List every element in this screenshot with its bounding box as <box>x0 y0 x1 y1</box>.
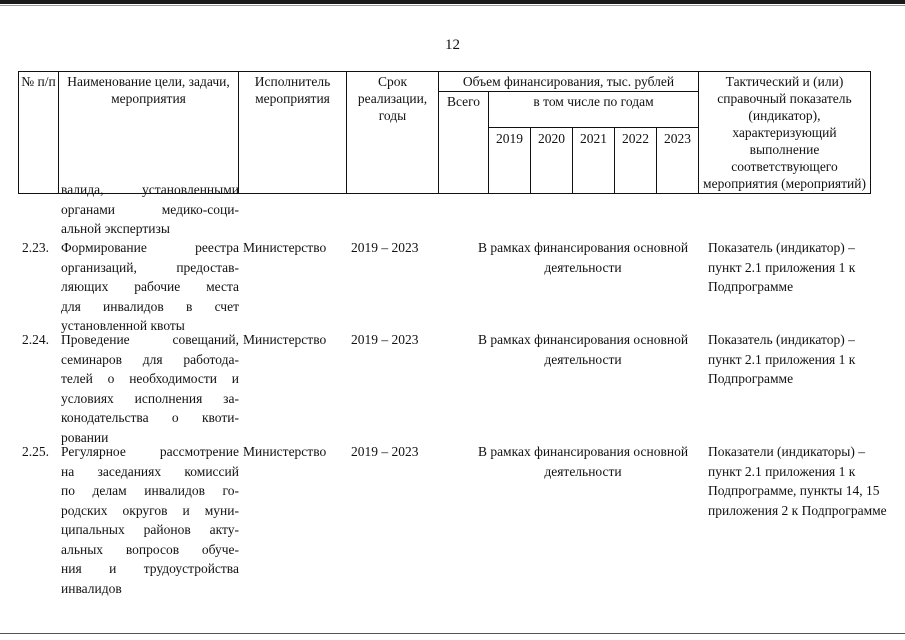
name-line: конодательства о квоти- <box>61 410 239 425</box>
name-line: ципальных районов акту- <box>61 522 239 537</box>
row-term: 2019 – 2023 <box>351 444 419 459</box>
header-year-2021: 2021 <box>573 128 615 194</box>
name-line: ровании <box>61 429 109 445</box>
row-executor: Министерство <box>243 332 327 347</box>
header-name: Наименование цели, задачи, мероприятия <box>59 72 239 194</box>
header-year-2023: 2023 <box>657 128 699 194</box>
header-term: Срок реализации, годы <box>347 72 439 194</box>
row-name <box>61 442 239 598</box>
header-executor: Исполнитель мероприятия <box>239 72 347 194</box>
header-total: Всего <box>439 92 489 194</box>
name-line: ния и трудоустройства <box>61 561 239 576</box>
row-number: 2.25. <box>22 444 49 459</box>
name-line: Проведение совещаний, <box>61 332 239 347</box>
name-line: для инвалидов в счет <box>61 298 239 314</box>
row-financing: В рамках финансирования основной деятельности <box>477 240 689 275</box>
table-header <box>18 71 871 194</box>
name-line: на заседаниях комиссий <box>61 463 239 479</box>
table-row-continuation <box>18 180 888 238</box>
row-executor: Министерство <box>243 240 327 255</box>
top-border-rule-thin <box>0 5 905 6</box>
name-line: Регулярное рассмотрение <box>61 444 239 459</box>
table-body <box>18 180 888 602</box>
row-financing: В рамках финансирования основной деятельности <box>477 444 689 479</box>
page-number: 12 <box>445 37 460 53</box>
header-year-2020: 2020 <box>531 128 573 194</box>
row-indicator: Показатели (индикаторы) – пункт 2.1 приложения 1 к Подпрограмме, пункты 14, 15 приложения 2 к Подпрограмме <box>708 444 887 518</box>
name-line: альной экспертизы <box>61 221 170 236</box>
header-year-2022: 2022 <box>615 128 657 194</box>
row-indicator: Показатель (индикатор) – пункт 2.1 приложения 1 к Подпрограмме <box>708 240 856 294</box>
name-line: телей о необходимости и <box>61 371 239 386</box>
name-line: Формирование реестра <box>61 240 239 255</box>
table-row <box>18 238 888 333</box>
row-financing: В рамках финансирования основной деятельности <box>477 332 689 367</box>
row-number: 2.24. <box>22 332 49 347</box>
row-number: 2.23. <box>22 240 49 255</box>
header-financing: Объем финансирования, тыс. рублей <box>439 72 699 92</box>
name-line: по делам инвалидов го- <box>61 483 239 498</box>
name-line: семинаров для работода- <box>61 351 239 367</box>
row-name <box>61 330 239 447</box>
name-line: ляющих рабочие места <box>61 279 239 294</box>
header-year-2019: 2019 <box>489 128 531 194</box>
name-line: альных вопросов обуче- <box>61 541 239 557</box>
name-line: условиях исполнения за- <box>61 390 239 406</box>
row-term: 2019 – 2023 <box>351 332 419 347</box>
name-line: инвалидов <box>61 580 122 596</box>
row-term: 2019 – 2023 <box>351 240 419 255</box>
name-line: органами медико-соци- <box>61 201 239 217</box>
row-name <box>61 238 239 336</box>
row-executor: Министерство <box>243 444 327 459</box>
top-border-rule <box>0 0 905 4</box>
bottom-border-rule <box>0 633 905 634</box>
name-line: валида, установленными <box>61 182 239 197</box>
header-by-years: в том числе по годам <box>489 92 699 128</box>
header-num: № п/п <box>19 72 59 194</box>
row-indicator: Показатель (индикатор) – пункт 2.1 приложения 1 к Подпрограмме <box>708 332 856 386</box>
name-line: установленной квоты <box>61 318 185 333</box>
table-row <box>18 442 888 602</box>
name-line: родских округов и муни- <box>61 502 239 518</box>
name-line: организаций, предостав- <box>61 259 239 275</box>
table-row <box>18 330 888 445</box>
header-indicator: Тактический и (или) справочный показатель (индикатор), характеризующий выполнение соответствующего мероприятия (мероприятий) <box>699 72 871 194</box>
continuation-text <box>61 180 239 239</box>
